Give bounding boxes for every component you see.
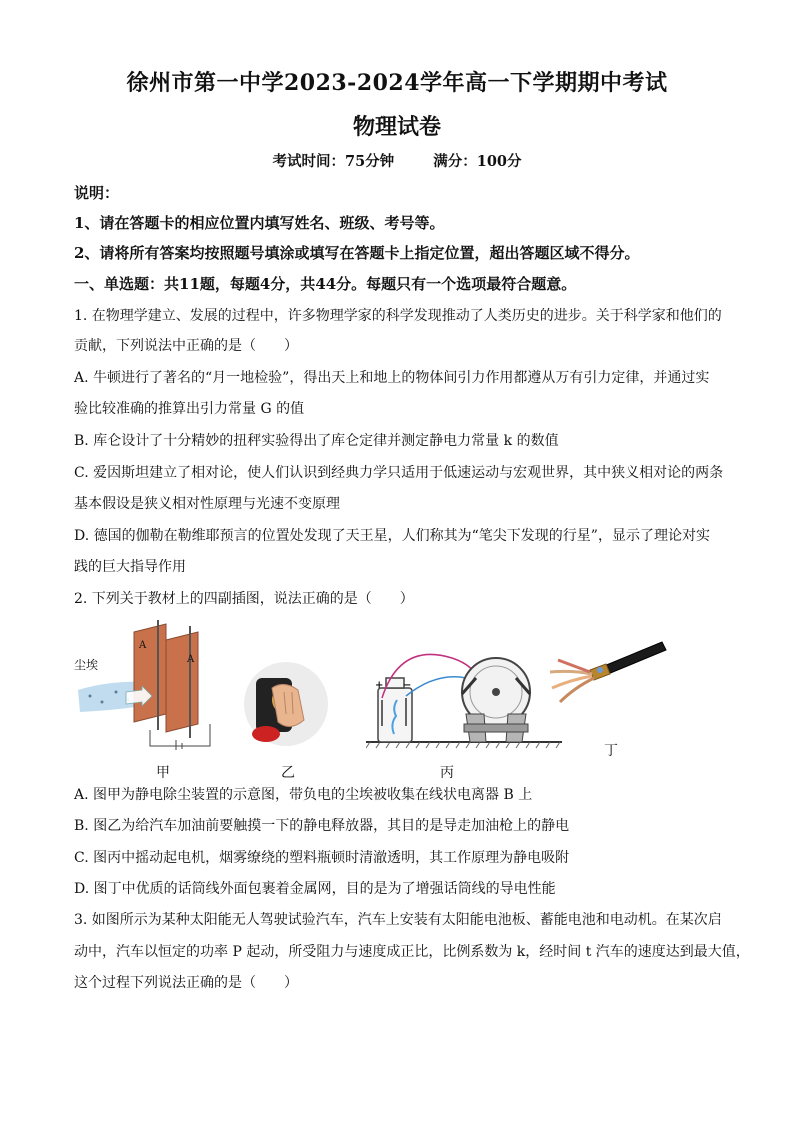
q2-option-a: A. 图甲为静电除尘装置的示意图，带负电的尘埃被收集在线状电离器 B 上 [74, 787, 533, 803]
instruction-item: 1、请在答题卡的相应位置内填写姓名、班级、考号等。 [74, 214, 445, 232]
caption-yi: 乙 [281, 765, 295, 781]
exam-meta [0, 150, 794, 171]
instruction-item: 2、请将所有答案均按照题号填涂或填写在答题卡上指定位置，超出答题区域不得分。 [74, 244, 640, 262]
q1-option-d: 践的巨大指导作用 [74, 559, 186, 575]
q1-option-c: 基本假设是狭义相对性原理与光速不变原理 [74, 496, 340, 512]
instructions-heading: 说明： [74, 184, 120, 202]
caption-jia: 甲 [156, 765, 170, 781]
q1-option-a: 验比较准确的推算出引力常量 G 的值 [74, 401, 305, 417]
q1-option-c: C. 爱因斯坦建立了相对论，使人们认识到经典力学只适用于低速运动与宏观世界，其中狭义相对论的两条 [74, 465, 724, 481]
exam-subtitle: 物理试卷 [352, 114, 441, 140]
q3-stem: 3. 如图所示为某种太阳能无人驾驶试验汽车，汽车上安装有太阳能电池板、蓄能电池和电动机。在某次启 [74, 912, 722, 928]
q1-option-a: A. 牛顿进行了著名的“月一地检验”，得出天上和地上的物体间引力作用都遵从万有引力定律，并通过实 [74, 370, 710, 386]
discharge-figure [242, 660, 332, 750]
exam-time: 考试时间：75分钟 [272, 153, 395, 170]
q1-option-b: B. 库仑设计了十分精妙的扭秤实验得出了库仑定律并测定静电力常量 k 的数值 [74, 433, 559, 449]
q2-stem: 2. 下列关于教材上的四副插图，说法正确的是（ ） [74, 591, 414, 607]
cable-figure [544, 630, 670, 710]
q2-figures [60, 620, 740, 780]
q2-option-d: D. 图丁中优质的话筒线外面包裹着金属网，目的是为了增强话筒线的导电性能 [74, 881, 556, 897]
exam-score: 满分：100分 [433, 153, 522, 170]
exam-title: 徐州市第一中学2023-2024学年高一下学期期中考试 [126, 70, 668, 96]
q1-stem: 1. 在物理学建立、发展的过程中，许多物理学家的科学发现推动了人类历史的进步。关于科学家和他们的 [74, 308, 722, 324]
plus-sign: + [375, 680, 384, 691]
dust-label: 尘埃 [74, 658, 99, 672]
plate-label: A [187, 654, 195, 665]
caption-ding: 丁 [604, 743, 618, 759]
q1-stem: 贡献，下列说法中正确的是（ ） [74, 338, 298, 354]
generator-figure [366, 642, 566, 752]
q2-option-b: B. 图乙为给汽车加油前要触摸一下的静电释放器，其目的是导走加油枪上的静电 [74, 818, 570, 834]
section-heading: 一、单选题：共11题，每题4分，共44分。每题只有一个选项最符合题意。 [74, 275, 577, 293]
q1-option-d: D. 德国的伽勒在勒维耶预言的位置处发现了天王星，人们称其为“笔尖下发现的行星”，显示了理论对实 [74, 528, 710, 544]
q3-stem: 动中，汽车以恒定的功率 P 起动，所受阻力与速度成正比，比例系数为 k，经时间 t 汽车的速度达到最大值， [74, 944, 750, 960]
minus-sign: − [403, 680, 412, 691]
q3-stem: 这个过程下列说法正确的是（ ） [74, 975, 298, 991]
caption-bing: 丙 [440, 765, 454, 781]
plate-label: A [139, 640, 147, 651]
q2-option-c: C. 图丙中摇动起电机，烟雾缭绕的塑料瓶顿时清澈透明，其工作原理为静电吸附 [74, 850, 570, 866]
